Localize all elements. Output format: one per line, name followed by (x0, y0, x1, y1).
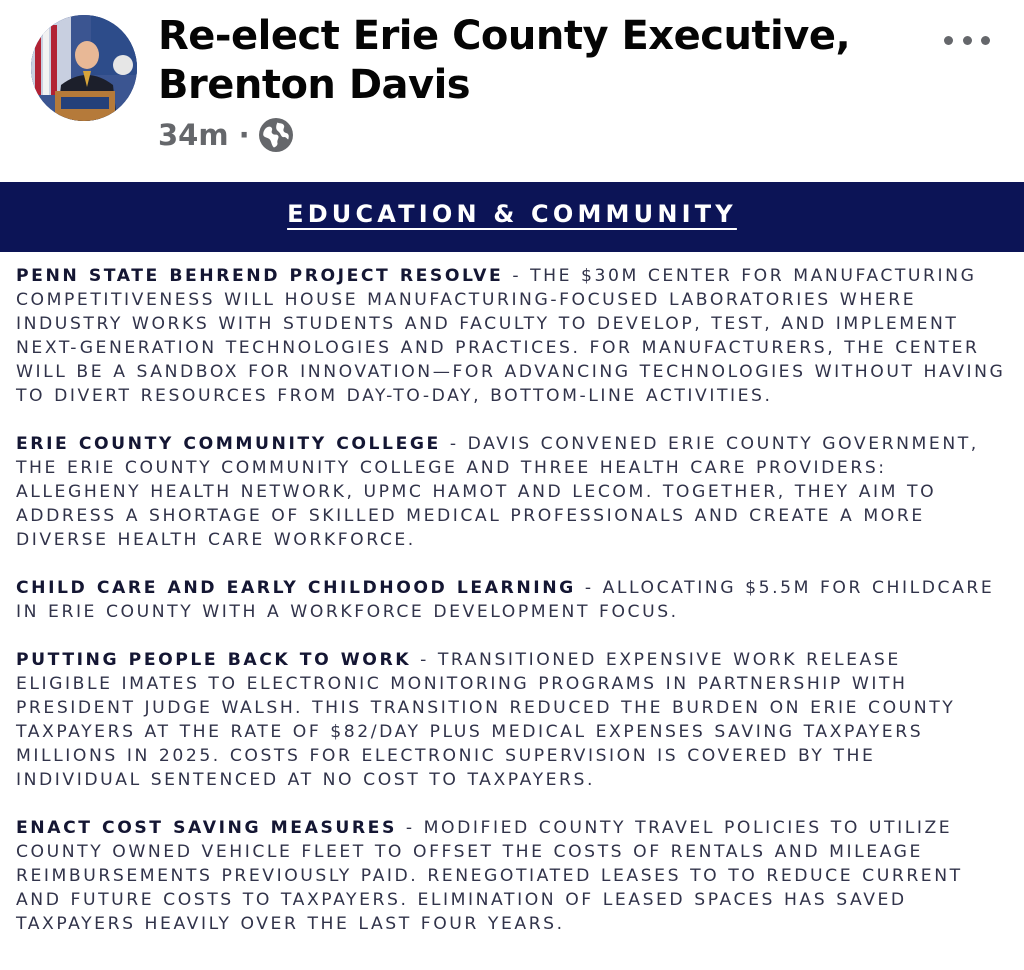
avatar-photo (31, 15, 137, 121)
section-body: - DAVIS CONVENED ERIE COUNTY GOVERNMENT, THE ERIE COUNTY COMMUNITY COLLEGE AND THREE HEALTH CARE PROVIDERS: ALLEGHENY HEALTH NETWORK, UPMC HAMOT AND LECOM. TOGETHER, THEY AIM TO ADDRESS A SHORTAGE OF SKILLED MEDICAL PROFESSIONALS AND CREATE A MORE DIVERSE HEALTH CARE WORKFORCE. (16, 434, 979, 550)
section-project-resolve (16, 264, 1006, 408)
avatar[interactable] (31, 15, 137, 121)
section-body: - MODIFIED COUNTY TRAVEL POLICIES TO UTILIZE COUNTY OWNED VEHICLE FLEET TO OFFSET THE COSTS OF RENTALS AND MILEAGE REIMBURSEMENTS PREVIOUSLY PAID. RENEGOTIATED LEASES TO TO REDUCE CURRENT AND FUTURE COSTS TO TAXPAYERS. ELIMINATION OF LEASED SPACES HAS SAVED TAXPAYERS HEAVILY OVER THE LAST FOUR YEARS. (16, 818, 963, 934)
section-body: - THE $30M CENTER FOR MANUFACTURING COMPETITIVENESS WILL HOUSE MANUFACTURING-FOCUSED LABORATORIES WHERE INDUSTRY WORKS WITH STUDENTS AND FACULTY TO DEVELOP, TEST, AND IMPLEMENT NEXT-GENERATION TECHNOLOGIES AND PRACTICES. FOR MANUFACTURERS, THE CENTER WILL BE A SANDBOX FOR INNOVATION—FOR ADVANCING TECHNOLOGIES WITHOUT HAVING TO DIVERT RESOURCES FROM DAY-TO-DAY, BOTTOM-LINE ACTIVITIES. (16, 266, 1006, 406)
meta-separator: · (238, 118, 250, 152)
page-name[interactable]: Re-elect Erie County Executive, Brenton Davis (158, 13, 851, 108)
section-body: - TRANSITIONED EXPENSIVE WORK RELEASE ELIGIBLE IMATES TO ELECTRONIC MONITORING PROGRAMS IN PARTNERSHIP WITH PRESIDENT JUDGE WALSH. THIS TRANSITION REDUCED THE BURDEN ON ERIE COUNTY TAXPAYERS AT THE RATE OF $82/DAY PLUS MEDICAL EXPENSES SAVING TAXPAYERS MILLIONS IN 2025. COSTS FOR ELECTRONIC SUPERVISION IS COVERED BY THE INDIVIDUAL SENTENCED AT NO COST TO TAXPAYERS. (16, 650, 956, 790)
more-options-icon (963, 36, 972, 45)
post-timestamp[interactable]: 34m (158, 118, 229, 152)
banner (0, 182, 1024, 252)
globe-icon (259, 118, 293, 152)
section-heading: ERIE COUNTY COMMUNITY COLLEGE (16, 434, 441, 454)
more-options-icon (981, 36, 990, 45)
post-meta (158, 118, 293, 152)
banner-title: EDUCATION & COMMUNITY (287, 200, 737, 228)
more-options-icon (944, 36, 953, 45)
post-header (0, 0, 1024, 182)
section-heading: PUTTING PEOPLE BACK TO WORK (16, 650, 412, 670)
section-back-to-work (16, 648, 1006, 792)
post-image[interactable] (0, 182, 1024, 970)
section-heading: CHILD CARE AND EARLY CHILDHOOD LEARNING (16, 578, 576, 598)
image-content (16, 264, 1006, 960)
section-body: - ALLOCATING $5.5M FOR CHILDCARE IN ERIE COUNTY WITH A WORKFORCE DEVELOPMENT FOCUS. (16, 578, 995, 622)
section-community-college (16, 432, 1006, 552)
section-cost-saving (16, 816, 1006, 936)
more-options-button[interactable] (940, 22, 994, 58)
section-child-care (16, 576, 1006, 624)
section-heading: PENN STATE BEHREND PROJECT RESOLVE (16, 266, 504, 286)
section-heading: ENACT COST SAVING MEASURES (16, 818, 397, 838)
